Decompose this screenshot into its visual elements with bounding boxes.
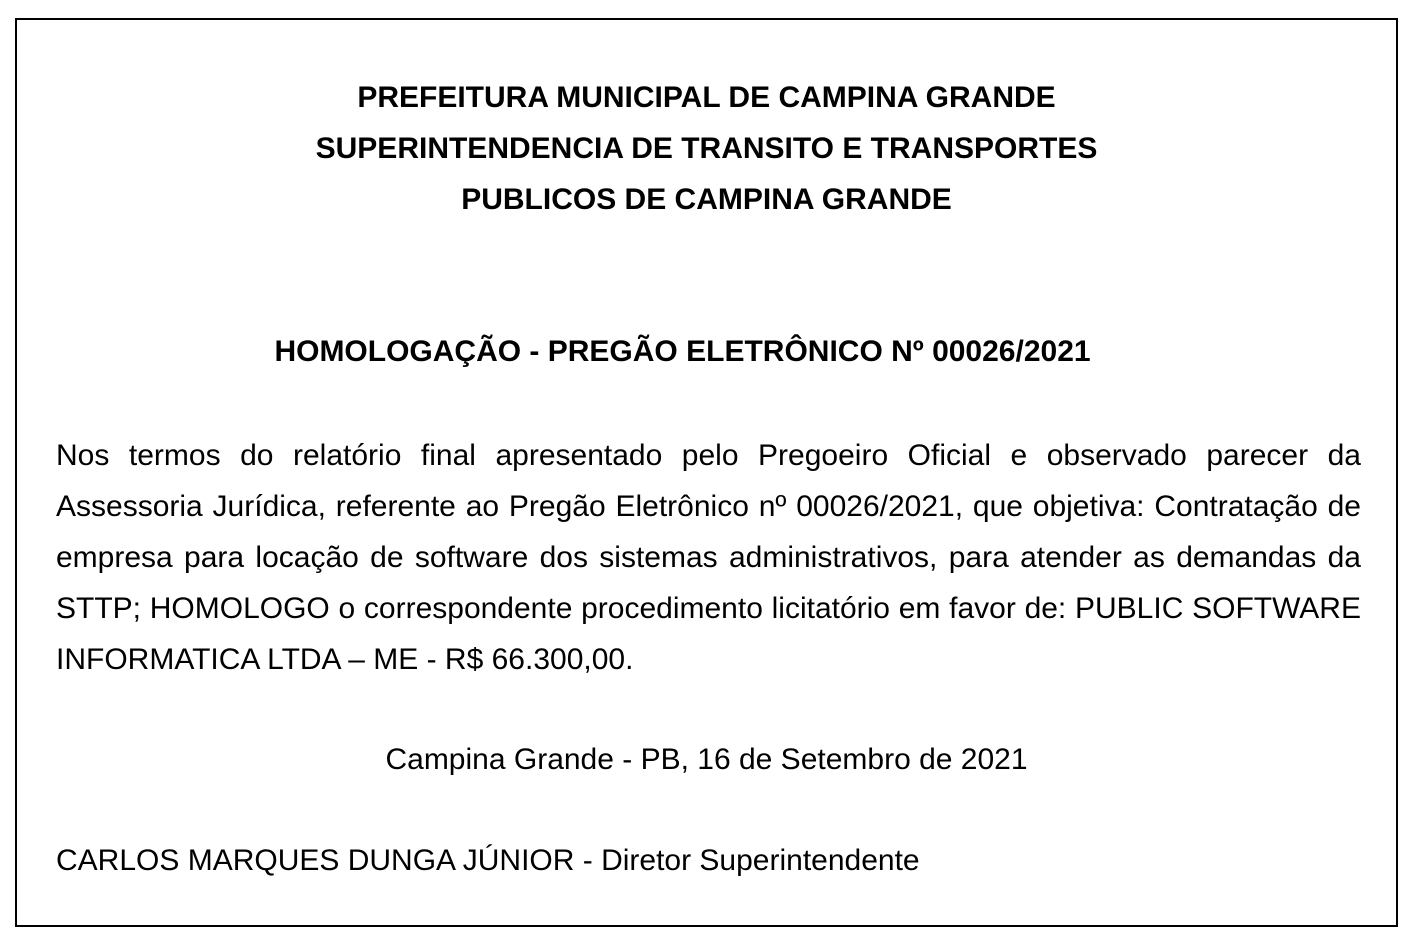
signature-line: CARLOS MARQUES DUNGA JÚNIOR - Diretor Superintendente <box>56 844 920 877</box>
header-line-publicos: PUBLICOS DE CAMPINA GRANDE <box>461 183 952 216</box>
place-date: Campina Grande - PB, 16 de Setembro de 2021 <box>385 743 1028 776</box>
header-block <box>17 72 1396 225</box>
document-title: HOMOLOGAÇÃO - PREGÃO ELETRÔNICO Nº 00026/2021 <box>274 335 1091 368</box>
body-paragraph: Nos termos do relatório final apresentado pelo Pregoeiro Oficial e observado parecer da Assessoria Jurídica, referente ao Pregão Eletrônico nº 00026/2021, que objetiva: Contratação de empresa para locação de software dos sistemas administrativos, para atender as demandas da STTP; HOMOLOGO o correspondente procedimento licitatório em favor de: PUBLIC SOFTWARE INFORMATICA LTDA – ME - R$ 66.300,00. <box>56 439 1361 676</box>
header-line-prefeitura: PREFEITURA MUNICIPAL DE CAMPINA GRANDE <box>357 81 1056 114</box>
header-line-superintendencia: SUPERINTENDENCIA DE TRANSITO E TRANSPORTES <box>315 132 1098 165</box>
document-frame <box>15 18 1398 927</box>
